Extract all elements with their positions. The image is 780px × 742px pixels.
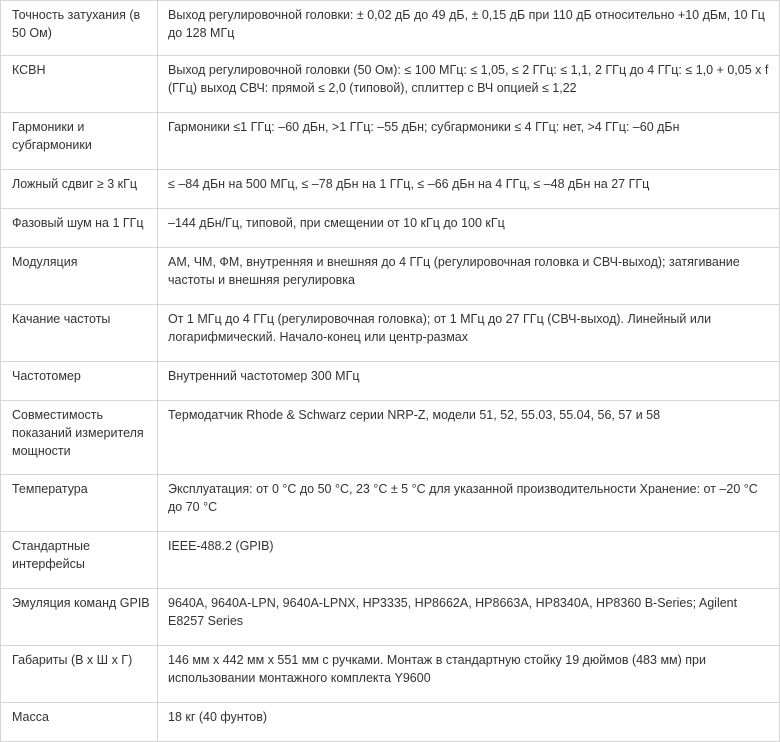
table-row [1, 401, 780, 475]
spec-name-cell: Совместимость показаний измерителя мощности [1, 401, 158, 475]
table-row [1, 362, 780, 401]
spec-name-cell: Эмуляция команд GPIB [1, 589, 158, 646]
table-row [1, 475, 780, 532]
spec-value-cell: АМ, ЧМ, ФМ, внутренняя и внешняя до 4 ГГц (регулировочная головка и СВЧ-выход); затягивание частоты и внешняя регулировка [158, 248, 780, 305]
spec-name-cell: Габариты (В х Ш х Г) [1, 646, 158, 703]
table-row [1, 248, 780, 305]
spec-value-cell: 146 мм x 442 мм x 551 мм с ручками. Монтаж в стандартную стойку 19 дюймов (483 мм) при использовании монтажного комплекта Y9600 [158, 646, 780, 703]
spec-name-cell: Температура [1, 475, 158, 532]
spec-name-cell: Частотомер [1, 362, 158, 401]
table-row [1, 170, 780, 209]
spec-name-cell: КСВН [1, 56, 158, 113]
spec-value-cell: Выход регулировочной головки: ± 0,02 дБ до 49 дБ, ± 0,15 дБ при 110 дБ относительно +10 дБм, 10 Гц до 128 МГц [158, 1, 780, 56]
spec-name-cell: Фазовый шум на 1 ГГц [1, 209, 158, 248]
spec-value-cell: Гармоники ≤1 ГГц: –60 дБн, >1 ГГц: –55 дБн; субгармоники ≤ 4 ГГц: нет, >4 ГГц: –60 дБн [158, 113, 780, 170]
table-row [1, 646, 780, 703]
table-row [1, 56, 780, 113]
spec-name-cell: Масса [1, 703, 158, 742]
table-row [1, 589, 780, 646]
spec-name-cell: Ложный сдвиг ≥ 3 кГц [1, 170, 158, 209]
spec-name-cell: Гармоники и субгармоники [1, 113, 158, 170]
table-row [1, 305, 780, 362]
table-row [1, 209, 780, 248]
spec-value-cell: ≤ –84 дБн на 500 МГц, ≤ –78 дБн на 1 ГГц, ≤ –66 дБн на 4 ГГц, ≤ –48 дБн на 27 ГГц [158, 170, 780, 209]
table-row [1, 703, 780, 742]
spec-name-cell: Модуляция [1, 248, 158, 305]
spec-value-cell: 9640A, 9640A-LPN, 9640A-LPNX, HP3335, HP8662A, HP8663A, HP8340A, HP8360 B-Series; Agilent E8257 Series [158, 589, 780, 646]
spec-value-cell: IEEE-488.2 (GPIB) [158, 532, 780, 589]
specifications-table-body [1, 1, 780, 742]
spec-value-cell: –144 дБн/Гц, типовой, при смещении от 10 кГц до 100 кГц [158, 209, 780, 248]
spec-value-cell: От 1 МГц до 4 ГГц (регулировочная головка); от 1 МГц до 27 ГГц (СВЧ-выход). Линейный или логарифмический. Начало-конец или центр-размах [158, 305, 780, 362]
spec-name-cell: Качание частоты [1, 305, 158, 362]
spec-name-cell: Точность затухания (в 50 Ом) [1, 1, 158, 56]
table-row [1, 113, 780, 170]
spec-name-cell: Стандартные интерфейсы [1, 532, 158, 589]
spec-value-cell: Термодатчик Rhode & Schwarz серии NRP-Z, модели 51, 52, 55.03, 55.04, 56, 57 и 58 [158, 401, 780, 475]
spec-value-cell: Эксплуатация: от 0 °C до 50 °C, 23 °C ± 5 °C для указанной производительности Хранение: от –20 °C до 70 °C [158, 475, 780, 532]
table-row [1, 532, 780, 589]
spec-value-cell: Внутренний частотомер 300 МГц [158, 362, 780, 401]
spec-value-cell: Выход регулировочной головки (50 Ом): ≤ 100 МГц: ≤ 1,05, ≤ 2 ГГц: ≤ 1,1, 2 ГГц до 4 ГГц: ≤ 1,0 + 0,05 x f (ГГц) выход СВЧ: прямой ≤ 2,0 (типовой), сплиттер с ВЧ опцией ≤ 1,22 [158, 56, 780, 113]
table-row [1, 1, 780, 56]
spec-value-cell: 18 кг (40 фунтов) [158, 703, 780, 742]
